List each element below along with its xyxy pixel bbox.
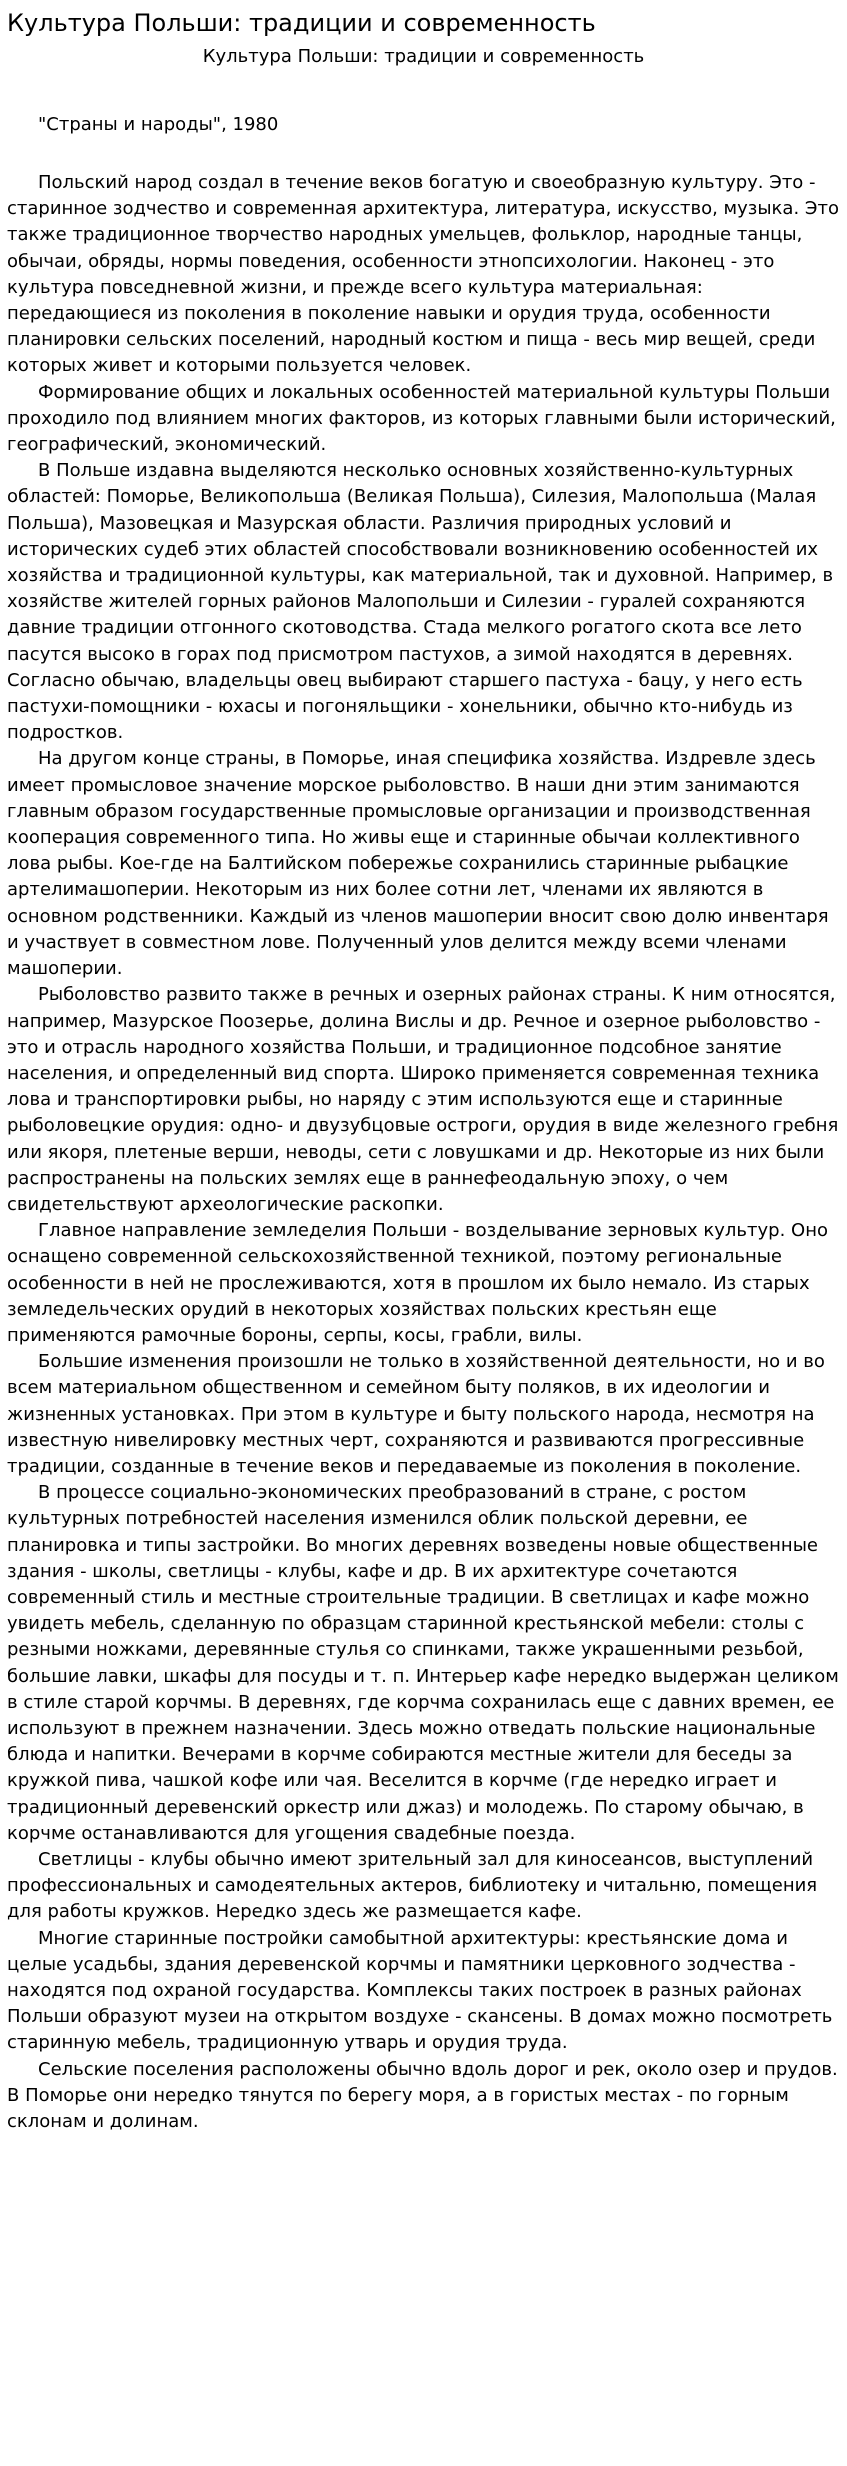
paragraph: Главное направление земледелия Польши - возделывание зерновых культур. Оно оснащено современной сельскохозяйственной техникой, поэтому региональные особенности в ней не прослеживаются, хотя в прошлом их было немало. Из старых земледельческих орудий в некоторых хозяйствах польских крестьян еще применяются рамочные бороны, серпы, косы, грабли, вилы.	[7, 1220, 828, 1346]
paragraph: В процессе социально-экономических преобразований в стране, с ростом культурных потребностей населения изменился облик польской деревни, ее планировка и типы застройки. Во многих деревнях возведены новые общественные здания - школы, светлицы - клубы, кафе и др. В их архитектуре сочетаются современный стиль и местные строительные традиции. В светлицах и кафе можно увидеть мебель, сделанную по образцам старинной крестьянской мебели: столы с резными ножками, деревянные стулья со спинками, также украшенными резьбой, большие лавки, шкафы для посуды и т. п. Интерьер кафе нередко выдержан целиком в стиле старой корчмы. В деревнях, где корчма сохранилась еще с давних времен, ее используют в прежнем назначении. Здесь можно отведать польские национальные блюда и напитки. Вечерами в корчме собираются местные жители для беседы за кружкой пива, чашкой кофе или чая. Веселится в корчме (где нередко играет и традиционный деревенский оркестр или джаз) и молодежь. По старому обычаю, в корчме останавливаются для угощения свадебные поезда.	[7, 1482, 839, 1844]
paragraph: Формирование общих и локальных особенностей материальной культуры Польши проходило под влиянием многих факторов, из которых главными были исторический, географический, экономический.	[7, 381, 836, 456]
document-subtitle: Культура Польши: традиции и современность	[202, 46, 645, 67]
paragraph: Большие изменения произошли не только в хозяйственной деятельности, но и во всем материальном общественном и семейном быту поляков, в их идеологии и жизненных установках. При этом в культуре и быту польского народа, несмотря на известную нивелировку местных черт, сохраняются и развиваются прогрессивные традиции, созданные в течение веков и передаваемые из поколения в поколение.	[7, 1351, 825, 1477]
page-title: Культура Польши: традиции и современность	[7, 9, 596, 37]
paragraph: Сельские поселения расположены обычно вдоль дорог и рек, около озер и прудов. В Поморье они нередко тянутся по берегу моря, а в гористых местах - по горным склонам и долинам.	[7, 2058, 838, 2133]
paragraph: В Польше издавна выделяются несколько основных хозяйственно-культурных областей: Поморье, Великопольша (Великая Польша), Силезия, Малопольша (Малая Польша), Мазовецкая и Мазурская области. Различия природных условий и исторических судеб этих областей способствовали возникновению особенностей их хозяйства и традиционной культуры, как материальной, так и духовной. Например, в хозяйстве жителей горных районов Малопольши и Силезии - гуралей сохраняются давние традиции отгонного скотоводства. Стада мелкого рогатого скота все лето пасутся высоко в горах под присмотром пастухов, а зимой находятся в деревнях. Согласно обычаю, владельцы овец выбирают старшего пастуха - бацу, у него есть пастухи-помощники - юхасы и погоняльщики - хонельники, обычно кто-нибудь из подростков.	[7, 460, 834, 744]
paragraph: Рыболовство развито также в речных и озерных районах страны. К ним относятся, например, Мазурское Поозерье, долина Вислы и др. Речное и озерное рыболовство - это и отрасль народного хозяйства Польши, и традиционное подсобное занятие населения, и определенный вид спорта. Широко применяется современная техника лова и транспортировки рыбы, но наряду с этим используются еще и старинные рыболовецкие орудия: одно- и двузубцовые остроги, орудия в виде железного гребня или якоря, плетеные верши, неводы, сети с ловушками и др. Некоторые из них были распространены на польских землях еще в раннефеодальную эпоху, о чем свидетельствуют археологические раскопки.	[7, 984, 839, 1215]
paragraph: На другом конце страны, в Поморье, иная специфика хозяйства. Издревле здесь имеет промысловое значение морское рыболовство. В наши дни этим занимаются главным образом государственные промысловые организации и производственная кооперация современного типа. Но живы еще и старинные обычаи коллективного лова рыбы. Кое-где на Балтийском побережье сохранились старинные рыбацкие артелимашоперии. Некоторым из них более сотни лет, членами их являются в основном родственники. Каждый из членов машоперии вносит свою долю инвентаря и участвует в совместном лове. Полученный улов делится между всеми членами машоперии.	[7, 748, 829, 980]
paragraph: Польский народ создал в течение веков богатую и своеобразную культуру. Это - старинное зодчество и современная архитектура, литература, искусство, музыка. Это также традиционное творчество народных умельцев, фольклор, народные танцы, обычаи, обряды, нормы поведения, особенности этнопсихологии. Наконец - это культура повседневной жизни, и прежде всего культура материальная: передающиеся из поколения в поколение навыки и орудия труда, особенности планировки сельских поселений, народный костюм и пища - весь мир вещей, среди которых живет и которыми пользуется человек.	[7, 172, 839, 377]
source-line: "Страны и народы", 1980	[38, 114, 279, 135]
paragraph: Светлицы - клубы обычно имеют зрительный зал для киносеансов, выступлений профессиональных и самодеятельных актеров, библиотеку и читальню, помещения для работы кружков. Нередко здесь же размещается кафе.	[7, 1849, 818, 1923]
paragraph: Многие старинные постройки самобытной архитектуры: крестьянские дома и целые усадьбы, здания деревенской корчмы и памятники церковного зодчества - находятся под охраной государства. Комплексы таких построек в разных районах Польши образуют музеи на открытом воздухе - скансены. В домах можно посмотреть старинную мебель, традиционную утварь и орудия труда.	[7, 1927, 833, 2054]
article-body	[7, 170, 839, 2135]
